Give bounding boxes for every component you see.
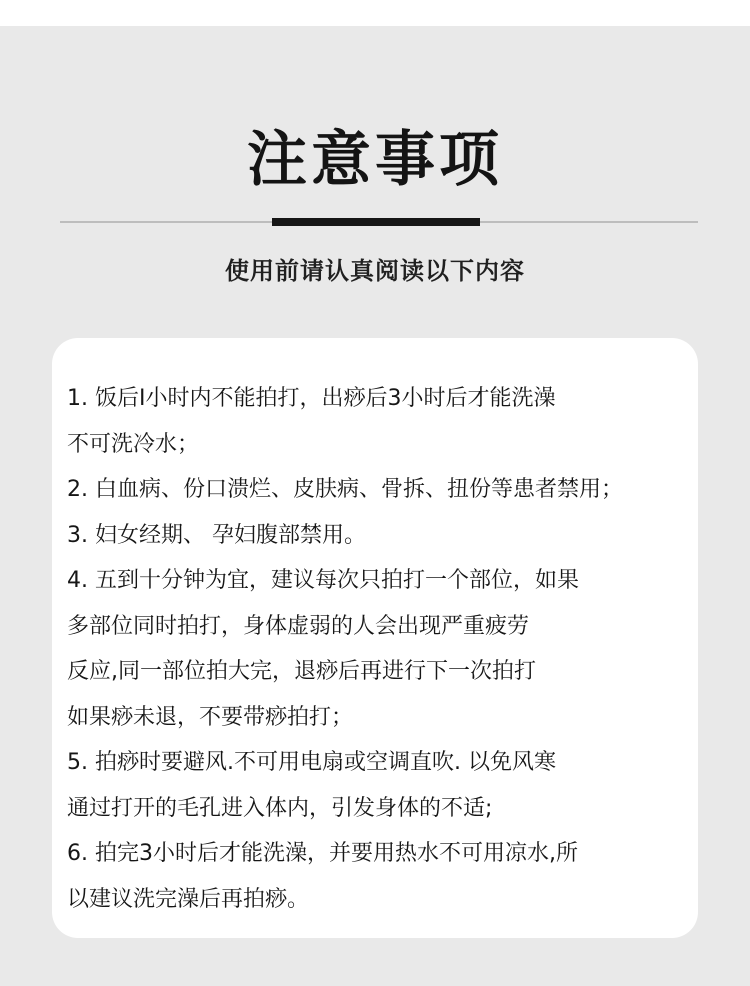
note-line: 5. 拍痧时要避风.不可用电扇或空调直吹. 以免风寒 bbox=[67, 750, 556, 775]
page-subtitle: 使用前请认真阅读以下内容 bbox=[225, 257, 525, 285]
note-line: 1. 饭后I小时内不能拍打，出痧后3小时后才能洗澡 bbox=[67, 386, 556, 411]
note-line: 3. 妇女经期、 孕妇腹部禁用。 bbox=[67, 522, 366, 548]
note-line: 6. 拍完3小时后才能洗澡，并要用热水不可用凉水,所 bbox=[67, 841, 578, 866]
note-line: 2. 白血病、份口溃烂、皮肤病、骨拆、扭份等患者禁用； bbox=[67, 477, 623, 502]
note-line: 如果痧未退，不要带痧拍打； bbox=[67, 704, 354, 730]
title-underline bbox=[272, 218, 480, 226]
notes-list bbox=[67, 376, 697, 922]
note-line: 通过打开的毛孔进入体内，引发身体的不适; bbox=[67, 795, 493, 821]
note-line: 反应,同一部位拍大完，退痧后再进行下一次拍打 bbox=[67, 659, 536, 684]
page-title: 注意事项 bbox=[247, 125, 503, 195]
note-line: 4. 五到十分钟为宜，建议每次只拍打一个部位，如果 bbox=[67, 568, 579, 593]
background-panel bbox=[0, 26, 750, 986]
notes-card bbox=[52, 338, 698, 938]
note-line: 以建议洗完澡后再拍痧。 bbox=[67, 886, 310, 912]
note-line: 不可洗冷水； bbox=[67, 431, 200, 457]
note-line: 多部位同时拍打，身体虚弱的人会出现严重疲劳 bbox=[67, 613, 530, 639]
